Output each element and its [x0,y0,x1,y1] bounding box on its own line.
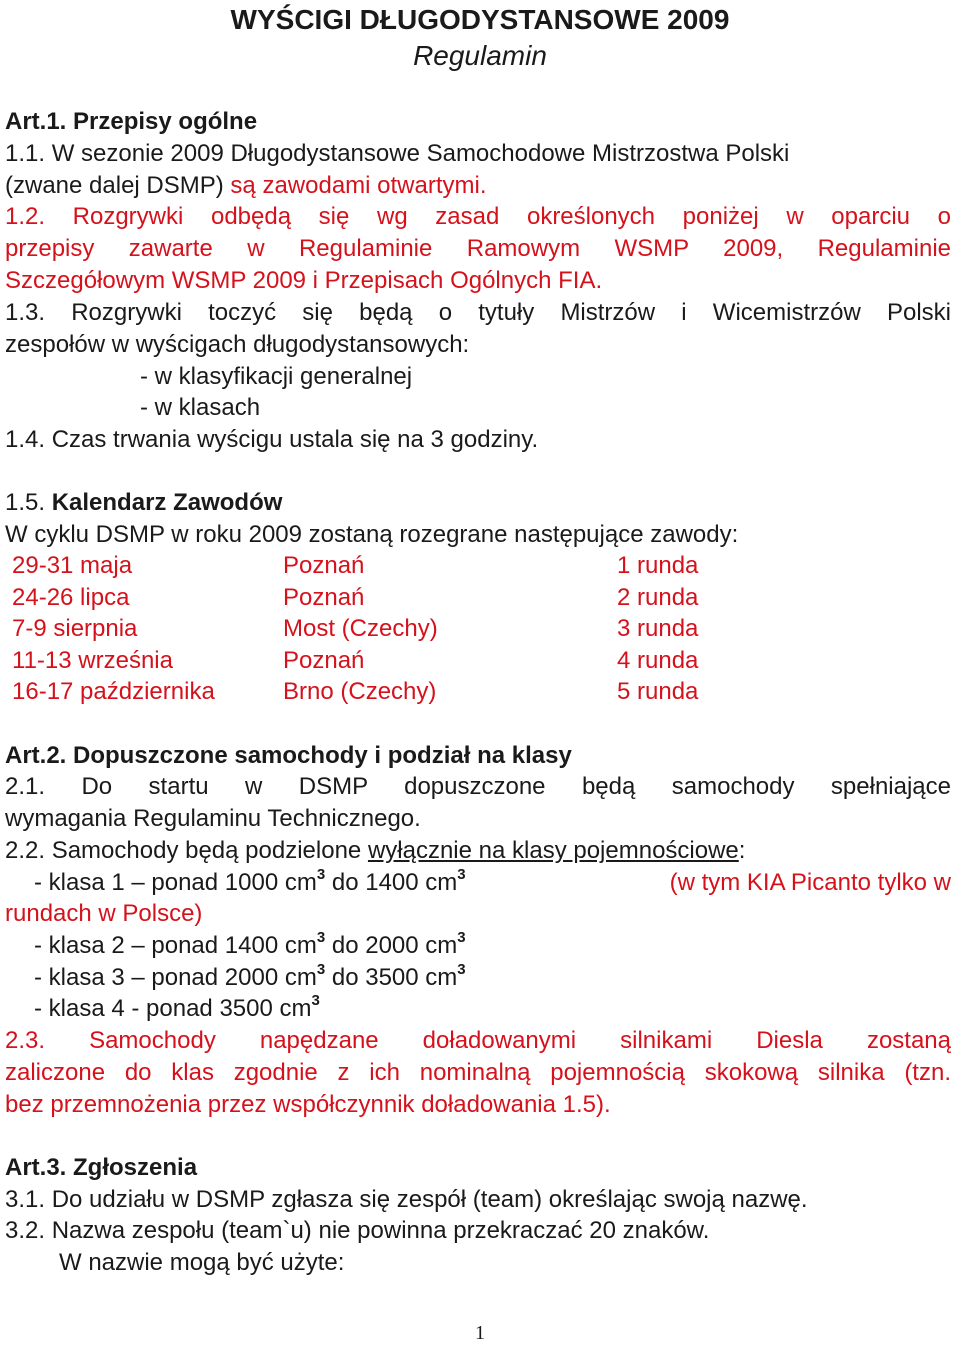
calendar-round: 2 runda [617,584,699,611]
para-2-3-line3: bez przemnożenia przez współczynnik doładowania 1.5). [5,1091,611,1118]
para-1-3-line2: zespołów w wyścigach długodystansowych: [5,331,470,358]
calendar-heading: Kalendarz Zawodów [51,489,283,516]
calendar-round: 1 runda [617,552,699,579]
calendar-date: 7-9 sierpnia [12,615,138,642]
calendar-place: Poznań [283,647,365,674]
calendar-intro: W cyklu DSMP w roku 2009 zostaną rozegrane następujące zawody: [5,521,739,548]
para-3-1: 3.1. Do udziału w DSMP zgłasza się zespół (team) określając swoją nazwę. [5,1186,808,1213]
para-1-3-line1: 1.3. Rozgrywki toczyć się będą o tytuły Mistrzów i Wicemistrzów Polski [5,299,951,326]
calendar-date: 24-26 lipca [12,584,130,611]
para-2-2 [5,835,745,867]
calendar-date: 16-17 października [12,678,215,705]
para-1-1-line1: 1.1. W sezonie 2009 Długodystansowe Samochodowe Mistrzostwa Polski [5,140,790,167]
para-1-1-text: (zwane dalej DSMP) [5,172,231,199]
art1-heading: Art.1. Przepisy ogólne [5,108,258,135]
class-1-line2: rundach w Polsce) [5,900,203,927]
para-1-5-heading [5,487,282,519]
para-1-1-red-text: są zawodami otwartymi. [230,172,487,199]
calendar-round: 4 runda [617,647,699,674]
class-1-line1 [34,867,951,899]
calendar-round: 5 runda [617,678,699,705]
para-2-2-colon: : [738,837,746,864]
bullet-classes: - w klasach [140,394,261,421]
calendar-place: Most (Czechy) [283,615,438,642]
document-title: WYŚCIGI DŁUGODYSTANSOWE 2009 [230,4,730,35]
art2-heading: Art.2. Dopuszczone samochody i podział na klasy [5,742,572,769]
document-subtitle: Regulamin [413,40,547,71]
para-2-2-underlined: wyłącznie na klasy pojemnościowe [367,837,739,864]
para-3-2: 3.2. Nazwa zespołu (team`u) nie powinna przekraczać 20 znaków. [5,1217,710,1244]
calendar-round: 3 runda [617,615,699,642]
para-1-1-line2 [5,170,487,202]
para-1-2-line1: 1.2. Rozgrywki odbędą się wg zasad określonych poniżej w oparciu o [5,203,951,230]
para-1-4: 1.4. Czas trwania wyścigu ustala się na 3 godziny. [5,426,539,453]
para-2-3-line1: 2.3. Samochody napędzane doładowanymi silnikami Diesla zostaną [5,1027,951,1054]
para-1-5-number: 1.5. [5,489,52,516]
class-3: - klasa 3 – ponad 2000 $cm^3$ do 3500 $cm^3$ [34,961,466,991]
para-2-1-line2: wymagania Regulaminu Technicznego. [5,805,421,832]
art3-heading: Art.3. Zgłoszenia [5,1154,198,1181]
calendar-date: 11-13 września [12,647,173,674]
calendar-place: Poznań [283,552,365,579]
class-2: - klasa 2 – ponad 1400 $cm^3$ do 2000 $cm^3$ [34,929,466,959]
page-number: 1 [475,1322,485,1344]
class-1-note: (w tym KIA Picanto tylko w [669,869,951,896]
para-1-2-line3: Szczegółowym WSMP 2009 i Przepisach Ogólnych FIA. [5,267,603,294]
class-1-range: - klasa 1 – ponad 1000 $cm^3$ do 1400 $cm^3$ [34,866,466,896]
para-3-2-line2: W nazwie mogą być użyte: [59,1249,345,1276]
para-2-1-line1: 2.1. Do startu w DSMP dopuszczone będą samochody spełniające [5,773,951,800]
bullet-general-classification: - w klasyfikacji generalnej [140,363,413,390]
calendar-date: 29-31 maja [12,552,133,579]
para-2-2-text: 2.2. Samochody będą podzielone [5,837,368,864]
para-2-3-line2: zaliczone do klas zgodnie z ich nominalną pojemnością skokową silnika (tzn. [5,1059,951,1086]
calendar-place: Brno (Czechy) [283,678,437,705]
para-1-2-line2: przepisy zawarte w Regulaminie Ramowym WSMP 2009, Regulaminie [5,235,951,262]
class-4: - klasa 4 - ponad 3500 $cm^3$ [34,992,320,1022]
calendar-place: Poznań [283,584,365,611]
